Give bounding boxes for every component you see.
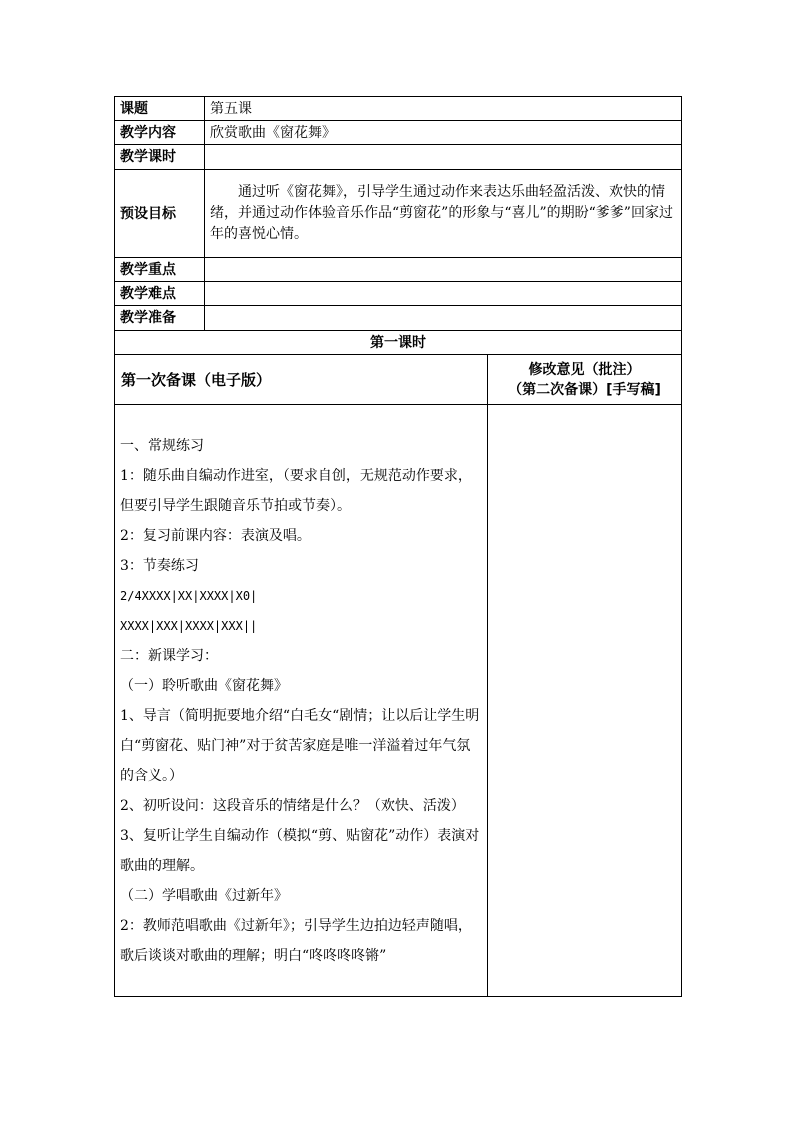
goal-text: 通过听《窗花舞》，引导学生通过动作来表达乐曲轻盈活泼、欢快的情绪，并通过动作体验音乐作品“剪窗花”的形象与“喜儿”的期盼“爹爹”回家过年的喜悦心情。 bbox=[210, 184, 673, 242]
content-value: 欣赏歌曲《窗花舞》 bbox=[205, 121, 682, 145]
key-points-value bbox=[205, 258, 682, 282]
revision-header-line1: 修改意见（批注） bbox=[528, 361, 641, 378]
subsection-sing: （二）学唱歌曲《过新年》 bbox=[120, 887, 288, 904]
row-preparation bbox=[115, 306, 682, 331]
goal-label: 预设目标 bbox=[115, 170, 205, 258]
revision-header-line2: （第二次备课）[手写稿] bbox=[508, 381, 661, 398]
preparation-label: 教学准备 bbox=[115, 306, 205, 331]
item-rhythm: 3：节奏练习 bbox=[120, 557, 199, 574]
row-goal bbox=[115, 170, 682, 258]
hours-value bbox=[205, 145, 682, 170]
rhythm-line-2: XXXX|XXX|XXXX|XXX|| bbox=[120, 618, 258, 633]
revision-notes bbox=[488, 405, 682, 997]
row-topic bbox=[115, 97, 682, 121]
row-key-points bbox=[115, 258, 682, 282]
subsection-listen: （一）聆听歌曲《窗花舞》 bbox=[120, 677, 288, 694]
lesson-body bbox=[115, 405, 488, 997]
item-enter-room: 1：随乐曲自编动作进室，（要求自创，无规范动作要求，但要引导学生跟随音乐节拍或节奏）。 bbox=[120, 467, 472, 514]
topic-label: 课题 bbox=[115, 97, 205, 121]
key-points-label: 教学重点 bbox=[115, 258, 205, 282]
difficulties-value bbox=[205, 282, 682, 306]
item-relisten: 3、复听让学生自编动作（模拟“剪、贴窗花”动作）表演对歌曲的理解。 bbox=[120, 827, 480, 874]
item-first-listen: 2、初听设问：这段音乐的情绪是什么？（欢快、活泼） bbox=[120, 797, 465, 814]
item-intro: 1、导言（简明扼要地介绍“白毛女“剧情；让以后让学生明白“剪窗花、贴门神”对于贫苦家庭是唯一洋溢着过年气氛的含义。） bbox=[120, 707, 480, 784]
row-content bbox=[115, 121, 682, 145]
hours-label: 教学课时 bbox=[115, 145, 205, 170]
row-difficulties bbox=[115, 282, 682, 306]
row-hours bbox=[115, 145, 682, 170]
revision-header bbox=[488, 355, 682, 405]
content-label: 教学内容 bbox=[115, 121, 205, 145]
row-body bbox=[115, 405, 682, 997]
rhythm-line-1: 2/4XXXX|XX|XXXX|X0| bbox=[120, 588, 258, 603]
section-new-lesson: 二：新课学习： bbox=[120, 647, 218, 664]
lesson-plan-table bbox=[114, 96, 682, 997]
row-lesson-title bbox=[115, 331, 682, 355]
row-prep-headers bbox=[115, 355, 682, 405]
section-routine: 一、常规练习 bbox=[120, 437, 204, 454]
item-review: 2：复习前课内容：表演及唱。 bbox=[120, 527, 311, 544]
item-teacher-sing: 2：教师范唱歌曲《过新年》；引导学生边拍边轻声随唱，歌后谈谈对歌曲的理解；明白“咚咚咚咚锵” bbox=[120, 917, 472, 964]
topic-value: 第五课 bbox=[205, 97, 682, 121]
goal-cell bbox=[205, 170, 682, 258]
first-prep-header: 第一次备课（电子版） bbox=[115, 355, 488, 405]
difficulties-label: 教学难点 bbox=[115, 282, 205, 306]
preparation-value bbox=[205, 306, 682, 331]
lesson-title: 第一课时 bbox=[115, 331, 682, 355]
